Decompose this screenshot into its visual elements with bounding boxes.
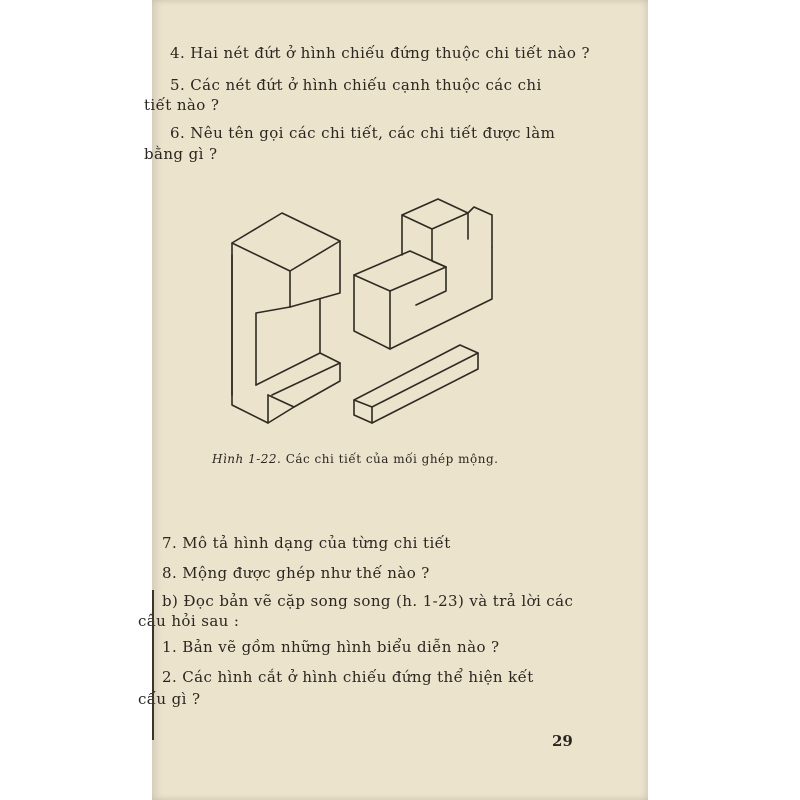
question-5: 5. Các nét đứt ở hình chiếu cạnh thuộc các chi — [170, 76, 542, 94]
page-number: 29 — [552, 732, 573, 750]
bar-part — [354, 345, 478, 423]
joint-parts-figure — [212, 195, 512, 435]
c-shaped-part — [232, 213, 340, 423]
figure-caption — [212, 452, 498, 466]
notched-block-part — [354, 199, 492, 349]
question-b2-cont: cấu gì ? — [138, 690, 201, 708]
question-6-cont: bằng gì ? — [144, 145, 218, 163]
book-page — [138, 0, 648, 800]
question-5-cont: tiết nào ? — [144, 96, 220, 114]
page-edge-mark — [152, 590, 164, 740]
question-b2: 2. Các hình cắt ở hình chiếu đứng thể hiện kết — [162, 668, 534, 686]
figure-caption-text: Các chi tiết của mối ghép mộng. — [285, 452, 499, 466]
question-8: 8. Mộng được ghép như thế nào ? — [162, 564, 430, 582]
figure-label: Hình 1-22. — [212, 452, 282, 466]
question-7: 7. Mô tả hình dạng của từng chi tiết — [162, 534, 451, 552]
question-6: 6. Nêu tên gọi các chi tiết, các chi tiết được làm — [170, 124, 556, 142]
question-b1: 1. Bản vẽ gồm những hình biểu diễn nào ? — [162, 638, 500, 656]
question-4: 4. Hai nét đứt ở hình chiếu đứng thuộc chi tiết nào ? — [170, 44, 590, 62]
section-b-cont: câu hỏi sau : — [138, 612, 240, 630]
section-b: b) Đọc bản vẽ cặp song song (h. 1-23) và trả lời các — [162, 592, 574, 610]
